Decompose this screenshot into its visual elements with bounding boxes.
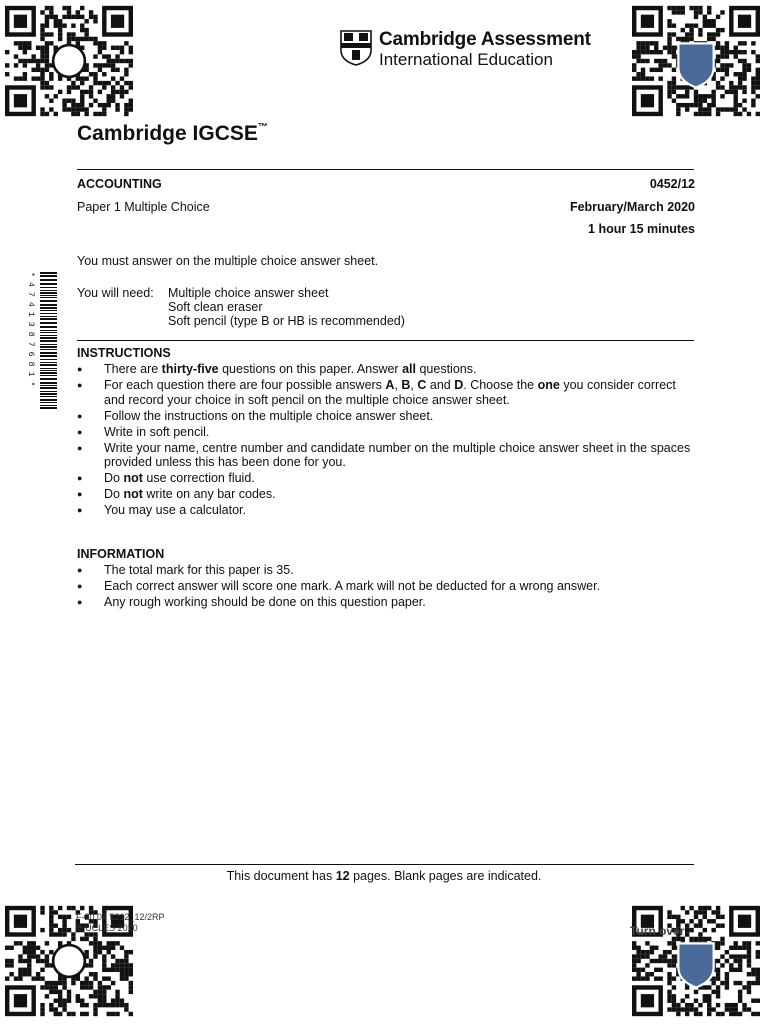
copyright: © UCLES 2020 xyxy=(76,923,138,933)
page-count-post: pages. Blank pages are indicated. xyxy=(349,869,542,883)
paper-title: Paper 1 Multiple Choice xyxy=(77,200,210,214)
need-list xyxy=(168,286,405,328)
need-item: Soft clean eraser xyxy=(168,300,263,314)
instruction-text: . Choose the xyxy=(463,378,538,392)
qr-svg xyxy=(632,905,760,1017)
instructions-heading: INSTRUCTIONS xyxy=(77,346,171,360)
candidate-barcode xyxy=(26,270,58,410)
instruction-text: Do xyxy=(104,487,124,501)
paper-reference xyxy=(76,912,165,934)
qr-code-badge-top xyxy=(632,5,760,117)
instruction-text: you consider correct and record your choice in soft pencil on the multiple choice answer sheet. xyxy=(104,378,676,407)
instruction-text: one xyxy=(537,378,560,392)
instruction-text: write on any bar codes. xyxy=(142,487,276,501)
need-label: You will need: xyxy=(77,286,154,300)
instruction-item xyxy=(77,425,697,440)
page-count: 12 xyxy=(335,869,350,883)
qr-code-whatsapp-top xyxy=(5,5,133,117)
instruction-text: questions. xyxy=(415,362,477,376)
instructions-rule xyxy=(77,340,694,341)
information-list xyxy=(77,563,697,611)
instruction-text: all xyxy=(402,362,416,376)
page-count-note xyxy=(0,869,768,883)
exam-session: February/March 2020 xyxy=(569,200,695,214)
cambridge-crest-icon xyxy=(340,30,372,66)
qr-svg xyxy=(5,5,133,117)
instruction-text: Do xyxy=(104,471,124,485)
instruction-text: , xyxy=(410,378,418,392)
whatsapp-icon xyxy=(53,45,85,77)
information-heading: INFORMATION xyxy=(77,547,165,561)
exam-duration: 1 hour 15 minutes xyxy=(588,222,695,236)
instruction-text: B xyxy=(401,378,411,392)
instruction-text: A xyxy=(385,378,395,392)
instruction-text: C xyxy=(417,378,427,392)
instruction-item xyxy=(77,503,697,518)
information-item: ● Each correct answer will score one mark. A mark will not be deducted for a wrong answer. xyxy=(77,579,697,594)
need-item: Soft pencil (type B or HB is recommended) xyxy=(168,314,405,328)
instruction-text: and xyxy=(426,378,455,392)
instruction-text: For each question there are four possible answers xyxy=(104,378,386,392)
whatsapp-icon xyxy=(53,945,85,977)
instructions-list xyxy=(77,362,697,519)
instruction-item xyxy=(77,471,697,486)
need-item: Multiple choice answer sheet xyxy=(168,286,329,300)
page-count-pre: This document has xyxy=(226,869,336,883)
information-item: ● The total mark for this paper is 35. xyxy=(77,563,697,578)
footer-rule xyxy=(75,864,694,865)
trademark: ™ xyxy=(257,122,268,133)
instruction-item xyxy=(77,441,697,470)
instruction-text: Write your name, centre number and candidate number on the multiple choice answer sheet in the spaces provided unless this has been done for you. xyxy=(104,440,691,469)
instruction-item xyxy=(77,487,697,502)
instruction-item xyxy=(77,362,697,377)
qr-code-badge-bottom xyxy=(632,905,760,1017)
instruction-text: questions on this paper. Answer xyxy=(218,362,403,376)
instruction-text: You may use a calculator. xyxy=(104,503,246,517)
qr-svg xyxy=(632,5,760,117)
badge-icon xyxy=(678,43,713,87)
instruction-text: Write in soft pencil. xyxy=(104,424,210,439)
subject: ACCOUNTING xyxy=(77,177,162,191)
qualification-title xyxy=(77,122,268,146)
badge-icon xyxy=(678,943,713,987)
instruction-text: thirty-five xyxy=(161,362,219,376)
paper-code: 0452/12 xyxy=(649,177,695,191)
qualification-name: Cambridge IGCSE xyxy=(77,122,258,145)
instruction-text: not xyxy=(123,487,143,501)
instruction-text: There are xyxy=(104,362,162,376)
instruction-text: D xyxy=(454,378,464,392)
logo-title: Cambridge Assessment xyxy=(379,29,591,50)
information-item: ● Any rough working should be done on this question paper. xyxy=(77,595,697,610)
instruction-text: , xyxy=(394,378,402,392)
paper-ref-code: F-20 04 5212_12/2RP xyxy=(76,912,165,922)
intro-text: You must answer on the multiple choice answer sheet. xyxy=(77,254,379,268)
barcode-number: * 4 7 4 1 3 8 7 6 8 1 * xyxy=(26,272,35,387)
header-rule xyxy=(77,169,694,170)
turn-over: Turn over xyxy=(630,924,685,938)
logo-subtitle: International Education xyxy=(379,50,553,69)
instruction-text: use correction fluid. xyxy=(142,471,255,485)
instruction-text: Follow the instructions on the multiple choice answer sheet. xyxy=(104,408,434,423)
instruction-item xyxy=(77,409,697,424)
instruction-item xyxy=(77,378,697,407)
instruction-text: not xyxy=(123,471,143,485)
